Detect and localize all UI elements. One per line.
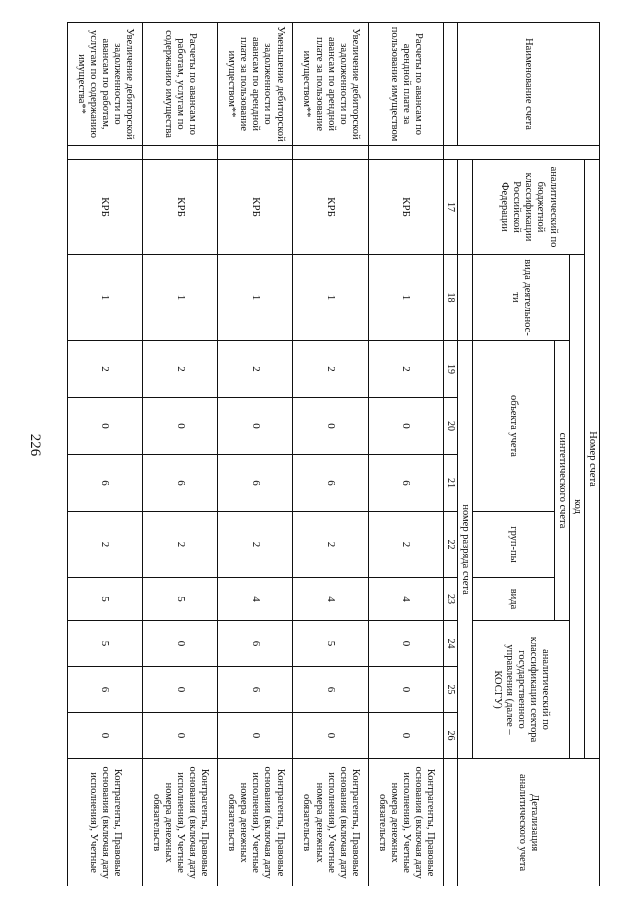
table-viewport	[67, 22, 600, 886]
colnum-20: 20	[443, 398, 457, 455]
header-detail: Детализация аналитического учета	[457, 759, 599, 886]
row-c18: 1	[293, 255, 368, 341]
row-c25: 6	[68, 667, 143, 713]
header-account-name: Наименование счета	[457, 23, 599, 146]
header-kind: вида	[472, 578, 554, 621]
row-c22: 2	[218, 512, 293, 578]
row-c21: 6	[143, 455, 218, 512]
row-spacer	[293, 146, 368, 160]
row-c18: 1	[218, 255, 293, 341]
row-c23: 4	[368, 578, 443, 621]
row-c24: 5	[68, 621, 143, 667]
header-kosgu: аналитический по классификации сектора государственного управления (далее – КОСГУ)	[472, 621, 569, 759]
row-detail: Контрагенты, Правовые основания (включая дату исполнения), Учетные номера денежных обязательств	[143, 759, 218, 886]
table-row	[293, 23, 368, 887]
header-spacer	[443, 146, 599, 160]
row-c22: 2	[368, 512, 443, 578]
row-c24: 6	[218, 621, 293, 667]
row-c20: 0	[68, 398, 143, 455]
row-spacer	[368, 146, 443, 160]
row-c26: 0	[68, 713, 143, 759]
table-row	[143, 23, 218, 887]
row-account-name: Увеличение дебиторской задолженности по авансам по арендной плате за пользование имуществом**	[293, 23, 368, 146]
row-detail: Контрагенты, Правовые основания (включая дату исполнения), Учетные номера денежных обязательств	[293, 759, 368, 886]
row-c22: 2	[143, 512, 218, 578]
header-budget-class: аналитический по бюджетной классификации Российской Федерации	[472, 160, 584, 255]
row-c21: 6	[368, 455, 443, 512]
row-c23: 5	[68, 578, 143, 621]
table-row	[368, 23, 443, 887]
colnum-22: 22	[443, 512, 457, 578]
row-c22: 2	[68, 512, 143, 578]
header-code: код	[569, 255, 584, 759]
row-c25: 0	[368, 667, 443, 713]
rotated-table-container	[67, 22, 600, 886]
row-account-name: Расчеты по авансам по арендной плате за пользование имуществом	[368, 23, 443, 146]
row-spacer	[68, 146, 143, 160]
row-c25: 6	[293, 667, 368, 713]
row-spacer	[143, 146, 218, 160]
colnum-19: 19	[443, 341, 457, 398]
header-synthetic: синтетического счета	[554, 341, 569, 621]
row-c26: 0	[218, 713, 293, 759]
row-c24: 0	[368, 621, 443, 667]
row-c18: 1	[68, 255, 143, 341]
row-c26: 0	[368, 713, 443, 759]
row-c24: 5	[293, 621, 368, 667]
row-c21: 6	[293, 455, 368, 512]
row-c17: КРБ	[218, 160, 293, 255]
row-c19: 2	[218, 341, 293, 398]
header-empty-18	[457, 255, 472, 341]
colnum-25: 25	[443, 667, 457, 713]
colnum-blank-right	[443, 759, 457, 886]
row-c17: КРБ	[293, 160, 368, 255]
row-c19: 2	[143, 341, 218, 398]
row-c18: 1	[143, 255, 218, 341]
row-c17: КРБ	[143, 160, 218, 255]
row-spacer	[218, 146, 293, 160]
row-c24: 0	[143, 621, 218, 667]
row-c21: 6	[68, 455, 143, 512]
row-c25: 6	[218, 667, 293, 713]
header-object: объекта учета	[472, 341, 554, 512]
row-detail: Контрагенты, Правовые основания (включая дату исполнения), Учетные номера денежных обязательств	[218, 759, 293, 886]
row-c26: 0	[293, 713, 368, 759]
row-detail: Контрагенты, Правовые основания (включая дату исполнения), Учетные	[68, 759, 143, 886]
row-c19: 2	[68, 341, 143, 398]
header-empty-17	[457, 160, 472, 255]
colnum-26: 26	[443, 713, 457, 759]
colnum-23: 23	[443, 578, 457, 621]
row-c20: 0	[218, 398, 293, 455]
colnum-21: 21	[443, 455, 457, 512]
header-activity-type: вида деятельнос-ти	[472, 255, 569, 341]
table-row	[68, 23, 143, 887]
header-account-number: Номер счета	[584, 160, 599, 759]
row-c20: 0	[368, 398, 443, 455]
row-c23: 4	[218, 578, 293, 621]
page-number: 226	[27, 433, 43, 457]
row-c21: 6	[218, 455, 293, 512]
colnum-blank-left	[443, 23, 457, 146]
row-account-name: Увеличение дебиторской задолженности по авансам по работам, услугам по содержанию имущества**	[68, 23, 143, 146]
row-c23: 5	[143, 578, 218, 621]
row-c19: 2	[293, 341, 368, 398]
row-account-name: Уменьшение дебиторской задолженности по авансам по арендной плате за пользование имуществом**	[218, 23, 293, 146]
header-digit-number: номер разряда счета	[457, 341, 472, 759]
row-c25: 0	[143, 667, 218, 713]
row-c23: 4	[293, 578, 368, 621]
row-c17: КРБ	[368, 160, 443, 255]
row-account-name: Расчеты по авансам по работам, услугам по содержанию имущества	[143, 23, 218, 146]
header-group: груп-пы	[472, 512, 554, 578]
row-c22: 2	[293, 512, 368, 578]
row-detail: Контрагенты, Правовые основания (включая дату исполнения), Учетные номера денежных обязательств	[368, 759, 443, 886]
row-c20: 0	[293, 398, 368, 455]
row-c26: 0	[143, 713, 218, 759]
row-c17: КРБ	[68, 160, 143, 255]
colnum-24: 24	[443, 621, 457, 667]
colnum-18: 18	[443, 255, 457, 341]
accounts-table	[67, 22, 600, 886]
colnum-17: 17	[443, 160, 457, 255]
row-c18: 1	[368, 255, 443, 341]
table-row	[218, 23, 293, 887]
row-c20: 0	[143, 398, 218, 455]
row-c19: 2	[368, 341, 443, 398]
